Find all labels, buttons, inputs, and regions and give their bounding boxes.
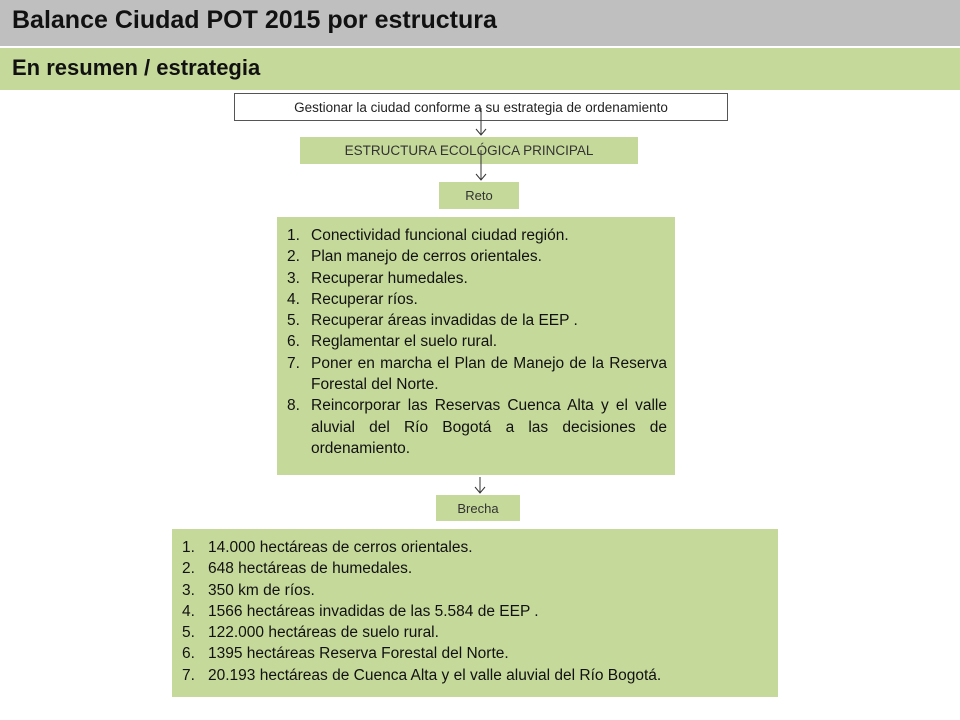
list-item-number: 1. (287, 227, 300, 244)
list-item-number: 6. (182, 645, 195, 663)
page-title: Balance Ciudad POT 2015 por estructura (12, 6, 497, 34)
list-item-number: 6. (287, 333, 300, 351)
page-subtitle: En resumen / estrategia (12, 55, 261, 80)
list-item-text: Plan manejo de cerros orientales. (311, 248, 542, 266)
gap-label-box: Brecha (436, 495, 520, 521)
list-item-number: 5. (287, 312, 300, 330)
list-item-number: 2. (287, 248, 300, 266)
list-item-text: Recuperar ríos. (311, 290, 418, 308)
list-item-text: 648 hectáreas de humedales. (208, 560, 413, 578)
list-item-number: 4. (287, 290, 300, 308)
list-item-text: 1566 hectáreas invadidas de las 5.584 de EEP . (208, 602, 539, 620)
list-item-text: 350 km de ríos. (208, 581, 315, 599)
list-item-number: 2. (182, 560, 195, 578)
list-item-text: Reincorporar las Reservas Cuenca Alta y el valle aluvial del Río Bogotá a las decisiones de ordenamiento. (311, 397, 667, 457)
list-item-text: Reglamentar el suelo rural. (311, 333, 498, 351)
list-item-text: Poner en marcha el Plan de Manejo de la Reserva Forestal del Norte. (311, 354, 667, 394)
list-item-number: 5. (182, 624, 195, 642)
list-item-text: Recuperar humedales. (311, 269, 468, 287)
list-item-number: 4. (182, 602, 195, 620)
goal-box: Gestionar la ciudad conforme a su estrategia de ordenamiento (234, 93, 728, 121)
list-item-text: 14.000 hectáreas de cerros orientales. (208, 539, 473, 556)
list-item-text: Recuperar áreas invadidas de la EEP . (311, 312, 578, 330)
list-item-text: 122.000 hectáreas de suelo rural. (208, 624, 439, 642)
challenge-label-box: Reto (439, 182, 519, 209)
list-item-number: 3. (287, 269, 300, 287)
list-item-number: 7. (287, 354, 300, 372)
list-item-text: 20.193 hectáreas de Cuenca Alta y el valle aluvial del Río Bogotá. (208, 666, 662, 684)
structure-box: ESTRUCTURA ECOLÓGICA PRINCIPAL (300, 137, 638, 164)
list-item-text: 1395 hectáreas Reserva Forestal del Norte. (208, 645, 509, 663)
list-item-text: Conectividad funcional ciudad región. (311, 227, 569, 244)
list-item-number: 7. (182, 666, 195, 684)
list-item-number: 1. (182, 539, 195, 556)
list-item-number: 3. (182, 581, 195, 599)
list-item-number: 8. (287, 397, 300, 415)
